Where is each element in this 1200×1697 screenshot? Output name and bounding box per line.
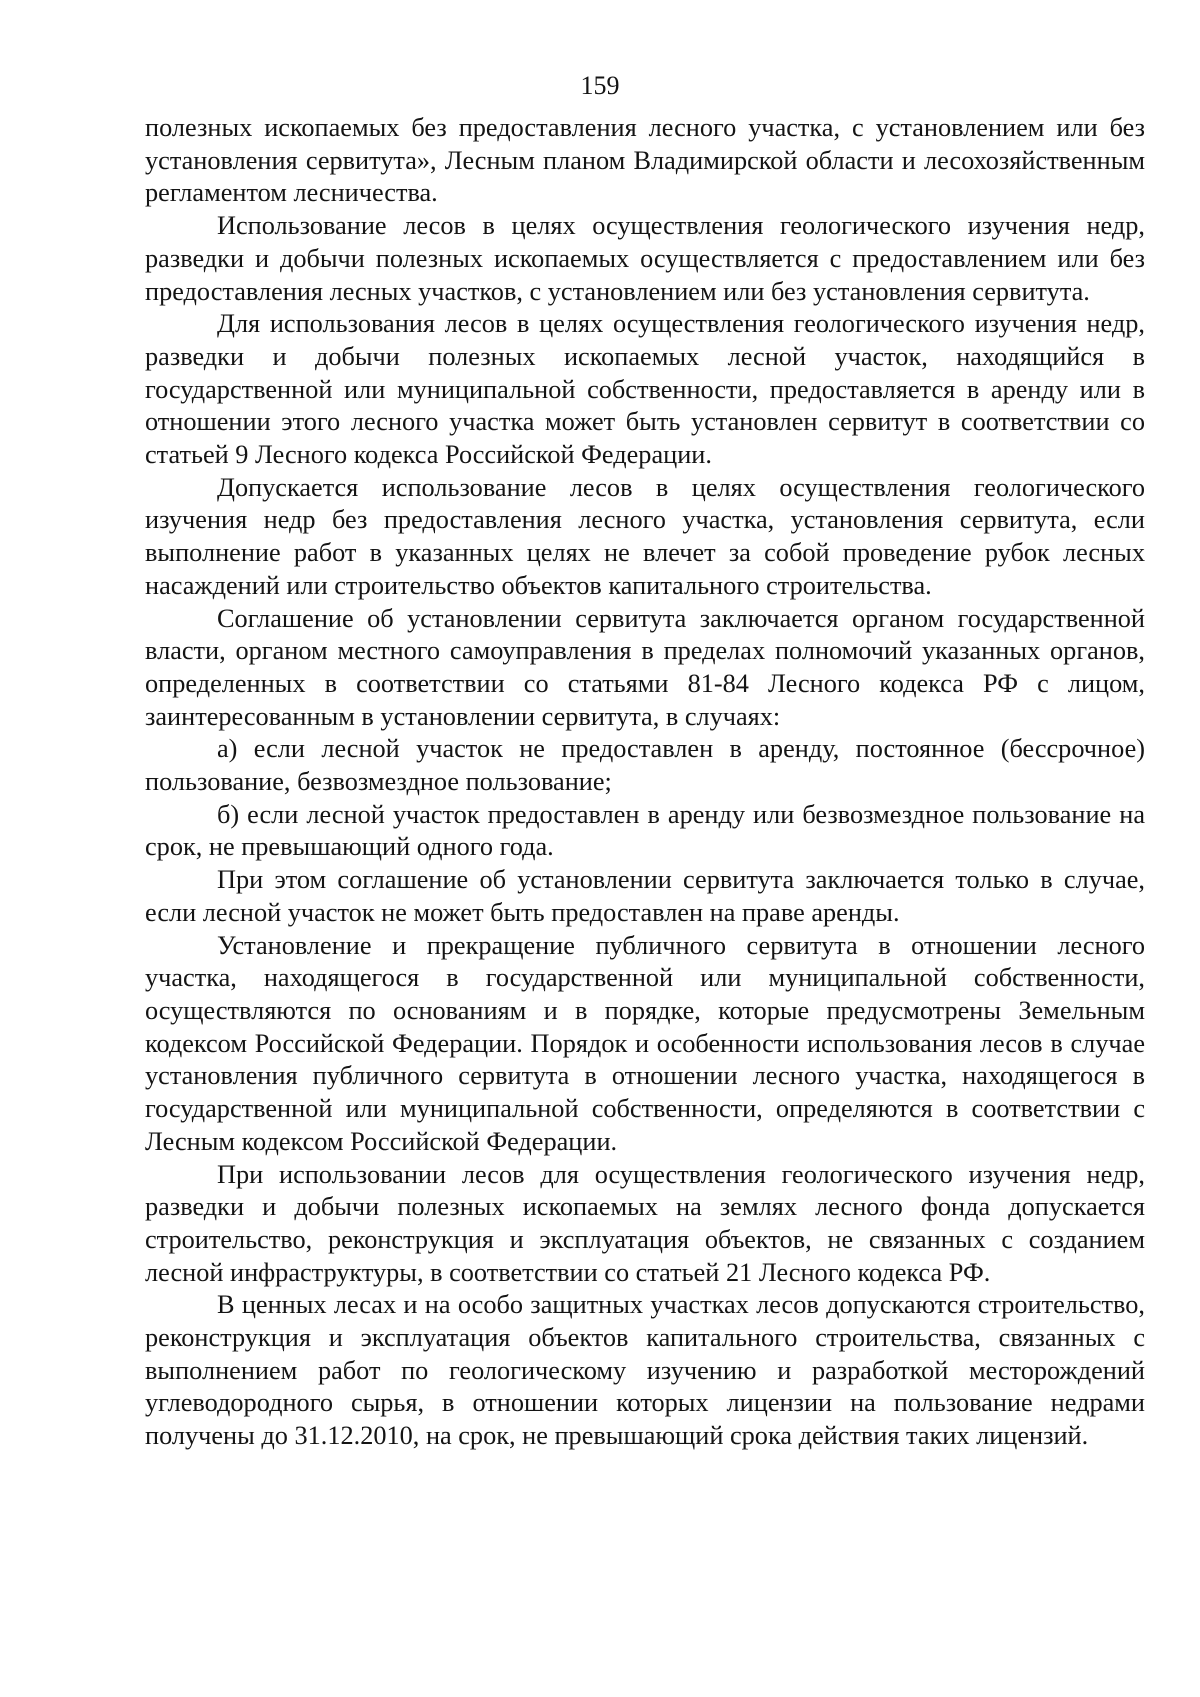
page-number: 159 — [580, 71, 620, 100]
paragraph: При использовании лесов для осуществления геологического изучения недр, разведки и добычи полезных ископаемых на землях лесного фонда допускается строительство, реконструкция и эксплуатация объектов, не связанных с созданием лесной инфраструктуры, в соответствии со статьей 21 Лесного кодекса РФ. — [145, 1159, 1145, 1287]
paragraph: В ценных лесах и на особо защитных участках лесов допускаются строительство, реконструкция и эксплуатация объектов капитального строительства, связанных с выполнением работ по геологическому изучению и разработкой месторождений углеводородного сырья, в отношении которых лицензии на пользование недрами получены до 31.12.2010, на срок, не превышающий срока действия таких лицензий. — [145, 1290, 1145, 1451]
paragraph: При этом соглашение об установлении сервитута заключается только в случае, если лесной участок не может быть предоставлен на праве аренды. — [145, 865, 1145, 927]
paragraph: Для использования лесов в целях осуществления геологического изучения недр, разведки и добычи полезных ископаемых лесной участок, находящийся в государственной или муниципальной собственности, предоставляется в аренду или в отношении этого лесного участка может быть установлен сервитут в соответствии со статьей 9 Лесного кодекса Российской Федерации. — [145, 309, 1145, 470]
list-item-a: а) если лесной участок не предоставлен в аренду, постоянное (бессрочное) пользование, безвозмездное пользование; — [145, 734, 1145, 797]
paragraph: Соглашение об установлении сервитута заключается органом государственной власти, органом местного самоуправления в пределах полномочий указанных органов, определенных в соответствии со статьями 81-84 Лесного кодекса РФ с лицом, заинтересованным в установлении сервитута, в случаях: — [145, 603, 1145, 731]
document-body — [145, 112, 1145, 1453]
paragraph: Использование лесов в целях осуществления геологического изучения недр, разведки и добычи полезных ископаемых осуществляется с предоставлением или без предоставления лесных участков, с установлением или без установления сервитута. — [145, 211, 1145, 306]
paragraph: Установление и прекращение публичного сервитута в отношении лесного участка, находящегося в государственной или муниципальной собственности, осуществляются по основаниям и в порядке, которые предусмотрены Земельным кодексом Российской Федерации. Порядок и особенности использования лесов в случае установления публичного сервитута в отношении лесного участка, находящегося в государственной или муниципальной собственности, определяются в соответствии с Лесным кодексом Российской Федерации. — [145, 930, 1145, 1156]
paragraph-continued: полезных ископаемых без предоставления лесного участка, с установлением или без установления сервитута», Лесным планом Владимирской области и лесохозяйственным регламентом лесничества. — [145, 113, 1145, 208]
paragraph: Допускается использование лесов в целях осуществления геологического изучения недр без предоставления лесного участка, установления сервитута, если выполнение работ в указанных целях не влечет за собой проведение рубок лесных насаждений или строительство объектов капитального строительства. — [145, 472, 1145, 600]
list-item-b: б) если лесной участок предоставлен в аренду или безвозмездное пользование на срок, не превышающий одного года. — [145, 799, 1145, 862]
